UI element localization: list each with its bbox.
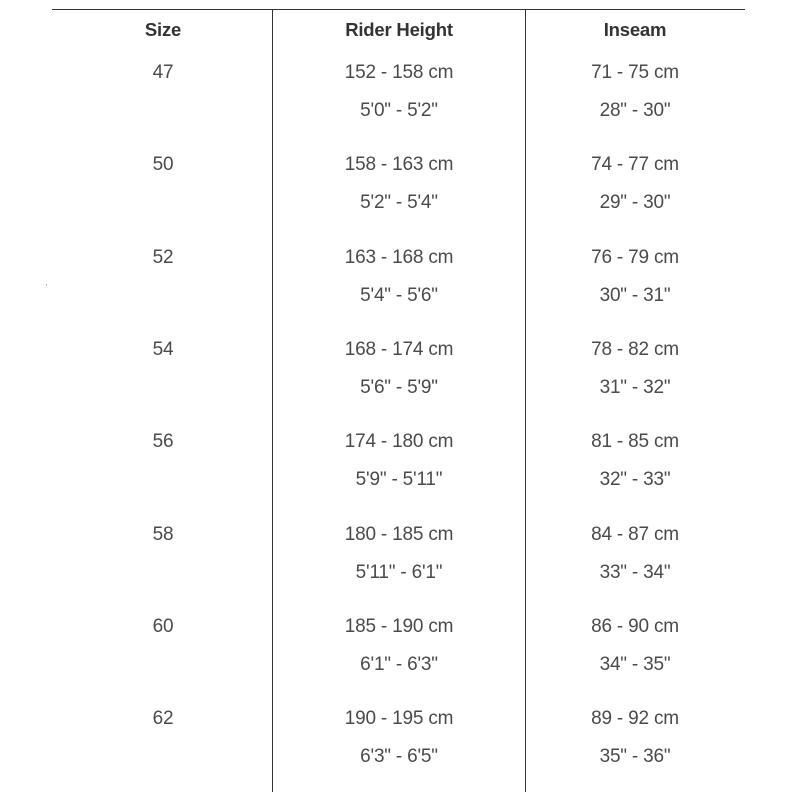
table-top-rule <box>52 9 745 10</box>
rider-height-cm-cell: 163 - 168 cm <box>344 247 454 268</box>
inseam-in-cell: 31" - 32" <box>599 377 671 398</box>
column-divider-right <box>525 9 526 792</box>
inseam-in-cell: 35" - 36" <box>599 746 671 767</box>
rider-height-ft-cell: 5'6" - 5'9" <box>360 377 438 398</box>
header-rider-height: Rider Height <box>345 19 453 40</box>
size-cell: 50 <box>152 154 174 175</box>
rider-height-cm-cell: 185 - 190 cm <box>344 616 454 637</box>
rider-height-ft-cell: 6'1" - 6'3" <box>360 654 438 675</box>
rider-height-cm-cell: 158 - 163 cm <box>344 154 454 175</box>
size-cell: 60 <box>152 616 174 637</box>
size-cell: 62 <box>152 708 174 729</box>
rider-height-cm-cell: 168 - 174 cm <box>344 339 454 360</box>
column-divider-left <box>272 9 273 792</box>
inseam-in-cell: 30" - 31" <box>599 285 671 306</box>
inseam-cm-cell: 76 - 79 cm <box>591 247 679 268</box>
rider-height-ft-cell: 5'4" - 5'6" <box>360 285 438 306</box>
inseam-cm-cell: 84 - 87 cm <box>591 524 679 545</box>
inseam-cm-cell: 78 - 82 cm <box>591 339 679 360</box>
inseam-cm-cell: 86 - 90 cm <box>591 616 679 637</box>
rider-height-cm-cell: 190 - 195 cm <box>344 708 454 729</box>
inseam-cm-cell: 81 - 85 cm <box>591 431 679 452</box>
size-cell: 58 <box>152 524 174 545</box>
inseam-in-cell: 33" - 34" <box>599 562 671 583</box>
inseam-in-cell: 29" - 30" <box>599 192 671 213</box>
size-cell: 47 <box>152 62 174 83</box>
inseam-in-cell: 32" - 33" <box>599 469 671 490</box>
size-cell: 56 <box>152 431 174 452</box>
rider-height-ft-cell: 5'11" - 6'1" <box>355 562 443 583</box>
rider-height-cm-cell: 152 - 158 cm <box>344 62 454 83</box>
rider-height-cm-cell: 180 - 185 cm <box>344 524 454 545</box>
size-cell: 52 <box>152 247 174 268</box>
header-inseam: Inseam <box>603 19 667 40</box>
rider-height-ft-cell: 5'2" - 5'4" <box>360 192 438 213</box>
rider-height-cm-cell: 174 - 180 cm <box>344 431 454 452</box>
size-cell: 54 <box>152 339 174 360</box>
rider-height-ft-cell: 5'9" - 5'11" <box>355 469 443 490</box>
rider-height-ft-cell: 5'0" - 5'2" <box>360 100 438 121</box>
header-size: Size <box>144 19 182 40</box>
inseam-cm-cell: 71 - 75 cm <box>591 62 679 83</box>
rider-height-ft-cell: 6'3" - 6'5" <box>360 746 438 767</box>
inseam-in-cell: 28" - 30" <box>599 100 671 121</box>
inseam-cm-cell: 89 - 92 cm <box>591 708 679 729</box>
scan-speck <box>46 284 47 286</box>
inseam-in-cell: 34" - 35" <box>599 654 671 675</box>
inseam-cm-cell: 74 - 77 cm <box>591 154 679 175</box>
